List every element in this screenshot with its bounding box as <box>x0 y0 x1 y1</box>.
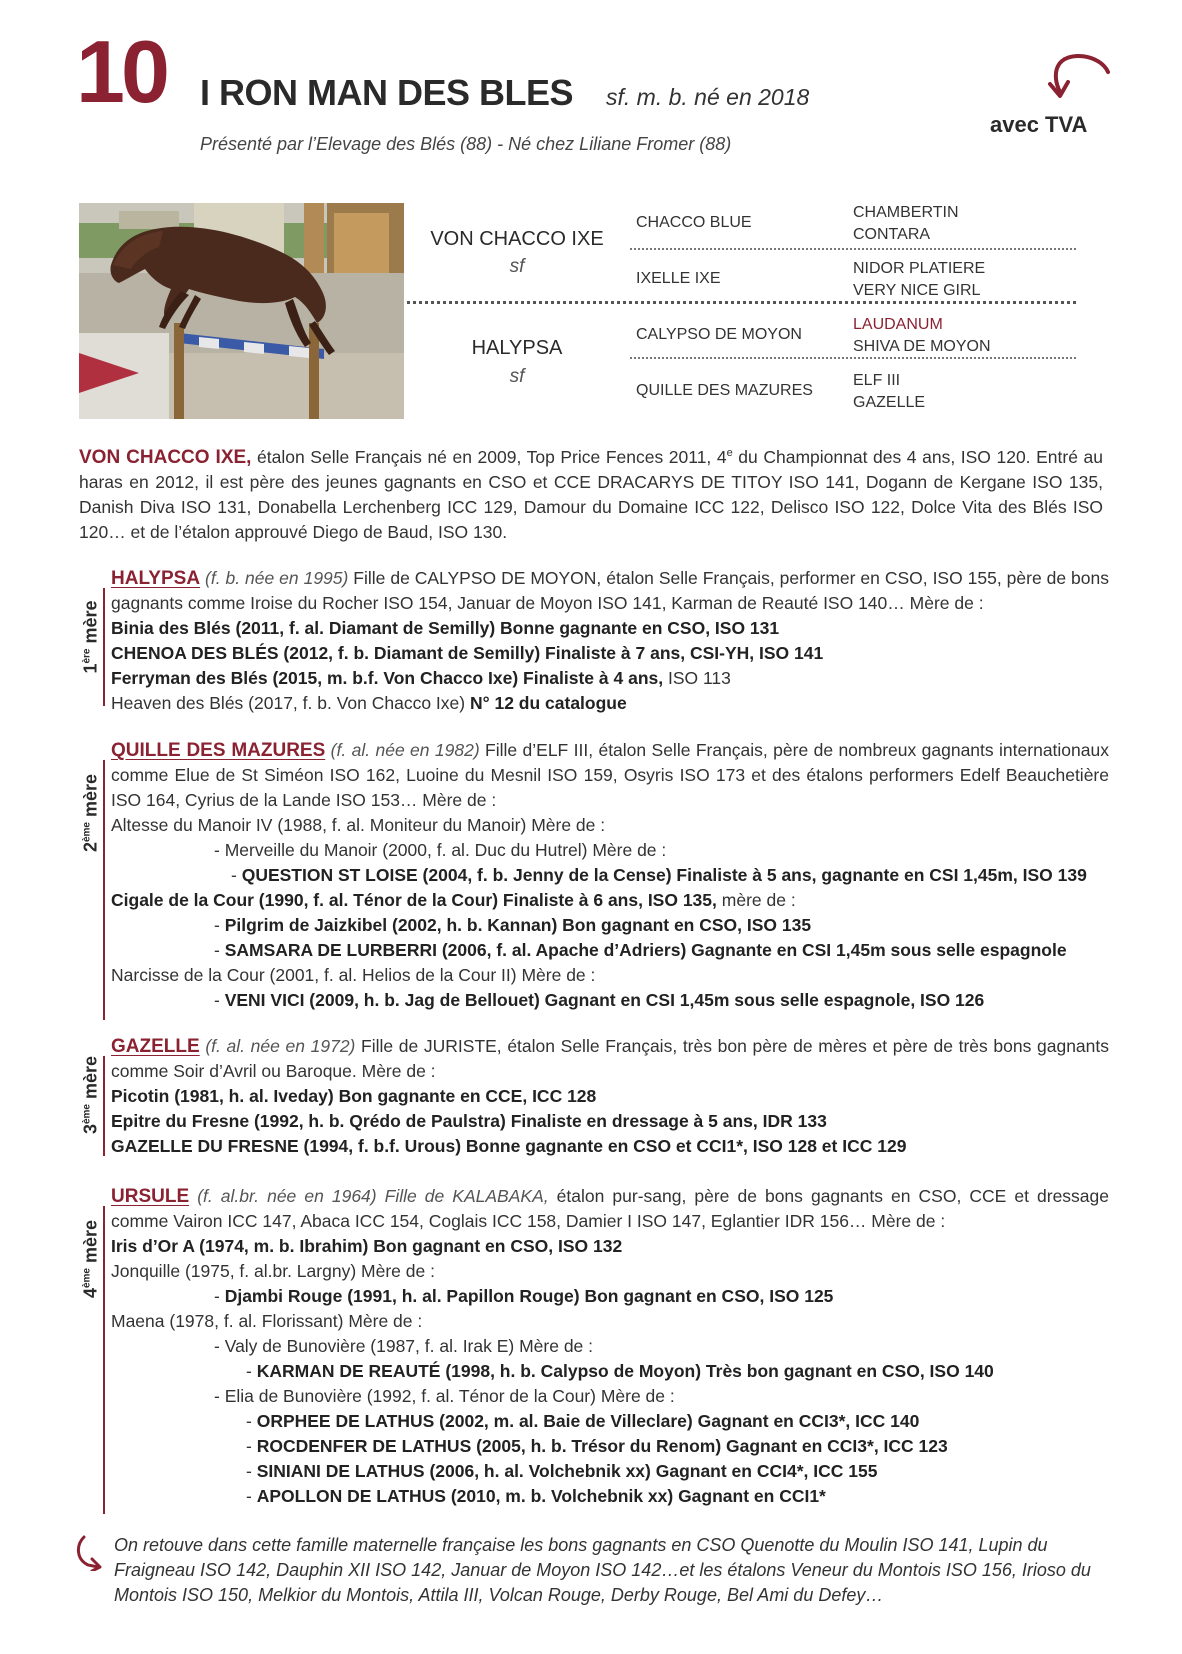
dam-bar <box>103 1206 105 1514</box>
dam-content-2 <box>111 738 1109 1013</box>
produce-bold: ROCDENFER DE LATHUS (2005, h. b. Trésor du Renom) Gagnant en CCI3*, ICC 123 <box>256 1436 948 1456</box>
produce-line <box>111 888 1109 913</box>
dam-intro-text: Fille d’ELF III, étalon Selle Français, père de nombreux gagnants internationaux comme Elue de St Siméon ISO 162, Luoine du Mesnil ISO 159, Osyris ISO 173 et des étalons performers Edelf Beauchetière ISO 164, Cyrius de la Lande ISO 153… Mère de : <box>111 740 1109 810</box>
dam-label-num: 3 <box>80 1124 101 1135</box>
pedigree-divider <box>630 357 1076 359</box>
horse-photo <box>79 203 404 419</box>
produce-line: - Elia de Bunovière (1992, f. al. Ténor de la Cour) Mère de : <box>214 1386 675 1406</box>
dam-label-4 <box>79 1184 103 1334</box>
dam-label-sup: ème <box>81 1104 93 1125</box>
produce-bold: SINIANI DE LATHUS (2006, h. al. Volchebnik xx) Gagnant en CCI4*, ICC 155 <box>256 1461 878 1481</box>
catalogue-ref: N° 12 du catalogue <box>469 693 627 713</box>
produce-line <box>111 1434 1109 1459</box>
dam-label-word: mère <box>80 773 101 823</box>
dam-name: QUILLE DES MAZURES <box>111 740 326 761</box>
dam-intro <box>111 566 1109 616</box>
dam-sire: CALYPSO DE MOYON <box>636 326 802 343</box>
dam-section-4 <box>79 1184 1109 1514</box>
dam-label-num: 1 <box>80 663 101 674</box>
tva-label: avec TVA <box>990 112 1088 137</box>
produce-line: Narcisse de la Cour (2001, f. al. Helios de la Cour II) Mère de : <box>111 965 596 985</box>
produce-bold: QUESTION ST LOISE (2004, f. b. Jenny de la Cense) Finaliste à 5 ans, gagnante en CSI 1,45m, ISO 139 <box>241 865 1087 885</box>
produce-line <box>111 988 1109 1013</box>
produce-bold: KARMAN DE REAUTÉ (1998, h. b. Calypso de Moyon) Très bon gagnant en CSO, ISO 140 <box>256 1361 994 1381</box>
curved-arrow-icon <box>1042 50 1112 110</box>
dash: - <box>246 1486 257 1506</box>
produce-line <box>111 863 1109 888</box>
produce-line <box>111 1409 1109 1434</box>
produce-bold: ORPHEE DE LATHUS (2002, m. al. Baie de Villeclare) Gagnant en CCI3*, ICC 140 <box>256 1411 920 1431</box>
produce-line <box>111 1459 1109 1484</box>
sire-paragraph-text-b: du Championnat des 4 ans, ISO 120. Entré au haras en 2012, il est père des jeunes gagnants en CSO et CCE DRACARYS DE TITOY ISO 141, Dogann de Kergane ISO 135, Danish Diva ISO 131, Donabella Lerchenberg ICC 129, Damour du Domaine ICC 122, Delisco ISO 122, Dolce Vita des Blés ISO 120… et de l’étalon approuvé Diego de Baud, ISO 130. <box>79 446 1103 542</box>
dam-content-3 <box>111 1034 1109 1159</box>
presented-by: Présenté par l’Elevage des Blés (88) - Né chez Liliane Fromer (88) <box>200 134 732 154</box>
produce-bold: Ferryman des Blés (2015, m. b.f. Von Chacco Ixe) Finaliste à 4 ans, <box>111 668 664 688</box>
gg-1: CHAMBERTIN <box>853 204 959 221</box>
dam-label-num: 4 <box>80 1288 101 1299</box>
dam-intro <box>111 738 1109 813</box>
dam-label-sup: ème <box>81 1268 93 1289</box>
produce-bold: Djambi Rouge (1991, h. al. Papillon Rouge) Bon gagnant en CSO, ISO 125 <box>224 1286 834 1306</box>
dam-label-word: mère <box>80 1219 101 1269</box>
produce-line: GAZELLE DU FRESNE (1994, f. b.f. Urous) Bonne gagnante en CSO et CCI1*, ISO 128 et ICC 129 <box>111 1136 907 1156</box>
dash: - <box>214 915 225 935</box>
produce-bold: APOLLON DE LATHUS (2010, m. b. Volchebnik xx) Gagnant en CCI1* <box>256 1486 826 1506</box>
dam-breed: sf <box>509 366 525 387</box>
return-arrow-icon <box>74 1535 104 1571</box>
gg-6: SHIVA DE MOYON <box>853 338 991 355</box>
sire-paragraph-lead: VON CHACCO IXE, <box>79 446 252 468</box>
dash: - <box>246 1436 257 1456</box>
dam-section-2 <box>79 738 1109 1020</box>
sire-paragraph <box>79 441 1103 545</box>
dam-content-1 <box>111 566 1109 716</box>
sire-breed: sf <box>509 256 525 277</box>
produce-line <box>111 938 1109 963</box>
produce-line: - Merveille du Manoir (2000, f. al. Duc du Hutrel) Mère de : <box>214 840 667 860</box>
dam-content-4 <box>111 1184 1109 1509</box>
dash: - <box>246 1411 257 1431</box>
pedigree-divider-main <box>407 301 1076 304</box>
dam-meta: (f. al. née en 1982) <box>330 740 480 760</box>
produce-line <box>111 913 1109 938</box>
dam-bar <box>103 588 105 706</box>
dash: - <box>214 940 225 960</box>
dam-dam: QUILLE DES MAZURES <box>636 382 813 399</box>
sire-paragraph-sup: e <box>726 447 733 459</box>
gg-8: GAZELLE <box>853 394 926 411</box>
dam-label-3 <box>79 1034 103 1156</box>
gg-2: CONTARA <box>853 226 931 243</box>
produce-line <box>111 1359 1109 1384</box>
produce-line: Maena (1978, f. al. Florissant) Mère de : <box>111 1311 423 1331</box>
pedigree-divider <box>630 248 1076 250</box>
dash: - <box>214 990 225 1010</box>
dam-label-1 <box>79 566 103 708</box>
dam-meta: (f. al.br. née en 1964) Fille de KALABAKA, <box>197 1186 549 1206</box>
produce-line: Picotin (1981, h. al. Iveday) Bon gagnante en CCE, ICC 128 <box>111 1086 597 1106</box>
gg-4: VERY NICE GIRL <box>853 282 981 299</box>
dam-section-1 <box>79 566 1109 713</box>
produce-line: Iris d’Or A (1974, m. b. Ibrahim) Bon gagnant en CSO, ISO 132 <box>111 1236 623 1256</box>
produce-line <box>111 666 1109 691</box>
dam-name: URSULE <box>111 1186 190 1207</box>
dam-label-sup: ère <box>81 648 93 664</box>
dam-intro <box>111 1034 1109 1084</box>
gg-3: NIDOR PLATIERE <box>853 260 986 277</box>
footer-note: On retouve dans cette famille maternelle française les bons gagnants en CSO Quenotte du Moulin ISO 141, Lupin du Fraigneau ISO 142, Dauphin XII ISO 142, Januar de Moyon ISO 142…et les étalons Veneur du Montois ISO 156, Irioso du Montois ISO 150, Melkior du Montois, Attila III, Volcan Rouge, Derby Rouge, Bel Ami du Defey… <box>114 1535 1091 1605</box>
sire-name: VON CHACCO IXE <box>430 228 604 250</box>
produce-bold: VENI VICI (2009, h. b. Jag de Bellouet) Gagnant en CSI 1,45m sous selle espagnole, ISO 126 <box>224 990 985 1010</box>
produce-line: Epitre du Fresne (1992, h. b. Qrédo de Paulstra) Finaliste en dressage à 5 ans, IDR 133 <box>111 1111 827 1131</box>
produce-line <box>111 1484 1109 1509</box>
produce-line: - Valy de Bunovière (1987, f. al. Irak E) Mère de : <box>214 1336 594 1356</box>
dam-intro <box>111 1184 1109 1234</box>
lot-number: 10 <box>76 22 166 121</box>
sire-sire: CHACCO BLUE <box>636 214 752 231</box>
horse-details: sf. m. b. né en 2018 <box>606 84 810 110</box>
jumping-horse-image <box>79 203 404 419</box>
dam-label-2 <box>79 738 103 888</box>
produce-text: Heaven des Blés (2017, f. b. Von Chacco Ixe) <box>111 693 470 713</box>
dam-label-sup: ème <box>81 822 93 843</box>
dam-label-num: 2 <box>80 842 101 853</box>
dam-intro-text: étalon pur-sang, père de bons gagnants en CSO, CCE et dressage comme Vairon ICC 147, Abaca ICC 154, Coglais ICC 158, Damier I ISO 147, Eglantier IDR 156… Mère de : <box>111 1186 1110 1231</box>
dam-name: HALYPSA <box>471 337 563 359</box>
produce-rest: mère de : <box>716 890 796 910</box>
dam-label-word: mère <box>80 600 101 649</box>
dam-meta: (f. al. née en 1972) <box>205 1036 356 1056</box>
produce-bold: SAMSARA DE LURBERRI (2006, f. al. Apache d’Adriers) Gagnante en CSI 1,45m sous selle espagnole <box>224 940 1067 960</box>
produce-rest: ISO 113 <box>663 668 731 688</box>
produce-line <box>111 1284 1109 1309</box>
produce-line: Binia des Blés (2011, f. al. Diamant de Semilly) Bonne gagnante en CSO, ISO 131 <box>111 618 780 638</box>
dam-intro-text: Fille de JURISTE, étalon Selle Français, très bon père de mères et père de très bons gagnants comme Soir d’Avril ou Baroque. Mère de : <box>111 1036 1110 1081</box>
produce-line: CHENOA DES BLÉS (2012, f. b. Diamant de Semilly) Finaliste à 7 ans, CSI-YH, ISO 141 <box>111 643 824 663</box>
dam-name: GAZELLE <box>111 1036 200 1057</box>
produce-bold: Cigale de la Cour (1990, f. al. Ténor de la Cour) Finaliste à 6 ans, ISO 135, <box>111 890 717 910</box>
produce-line: Altesse du Manoir IV (1988, f. al. Moniteur du Manoir) Mère de : <box>111 815 606 835</box>
dam-bar <box>103 760 105 1020</box>
dash: - <box>246 1461 257 1481</box>
produce-bold: Pilgrim de Jaizkibel (2002, h. b. Kannan) Bon gagnant en CSO, ISO 135 <box>224 915 812 935</box>
sire-paragraph-text-a: étalon Selle Français né en 2009, Top Price Fences 2011, 4 <box>251 446 727 467</box>
dam-label-word: mère <box>80 1055 101 1105</box>
dash: - <box>246 1361 257 1381</box>
dam-bar <box>103 1056 105 1156</box>
gg-5: LAUDANUM <box>853 316 943 333</box>
sire-dam: IXELLE IXE <box>636 270 721 287</box>
produce-line: Jonquille (1975, f. al.br. Largny) Mère de : <box>111 1261 435 1281</box>
produce-line <box>111 691 1109 716</box>
dam-meta: (f. b. née en 1995) <box>205 568 349 588</box>
gg-7: ELF III <box>853 372 901 389</box>
dam-section-3 <box>79 1034 1109 1156</box>
horse-name: I RON MAN DES BLES <box>200 72 574 113</box>
dam-name: HALYPSA <box>111 568 201 589</box>
dam-intro-text: Fille de CALYPSO DE MOYON, étalon Selle Français, performer en CSO, ISO 155, père de bons gagnants comme Iroise du Rocher ISO 154, Januar de Moyon ISO 141, Karman de Reauté ISO 140… Mère de : <box>111 568 1109 613</box>
dash: - <box>214 1286 225 1306</box>
dash: - <box>231 865 242 885</box>
